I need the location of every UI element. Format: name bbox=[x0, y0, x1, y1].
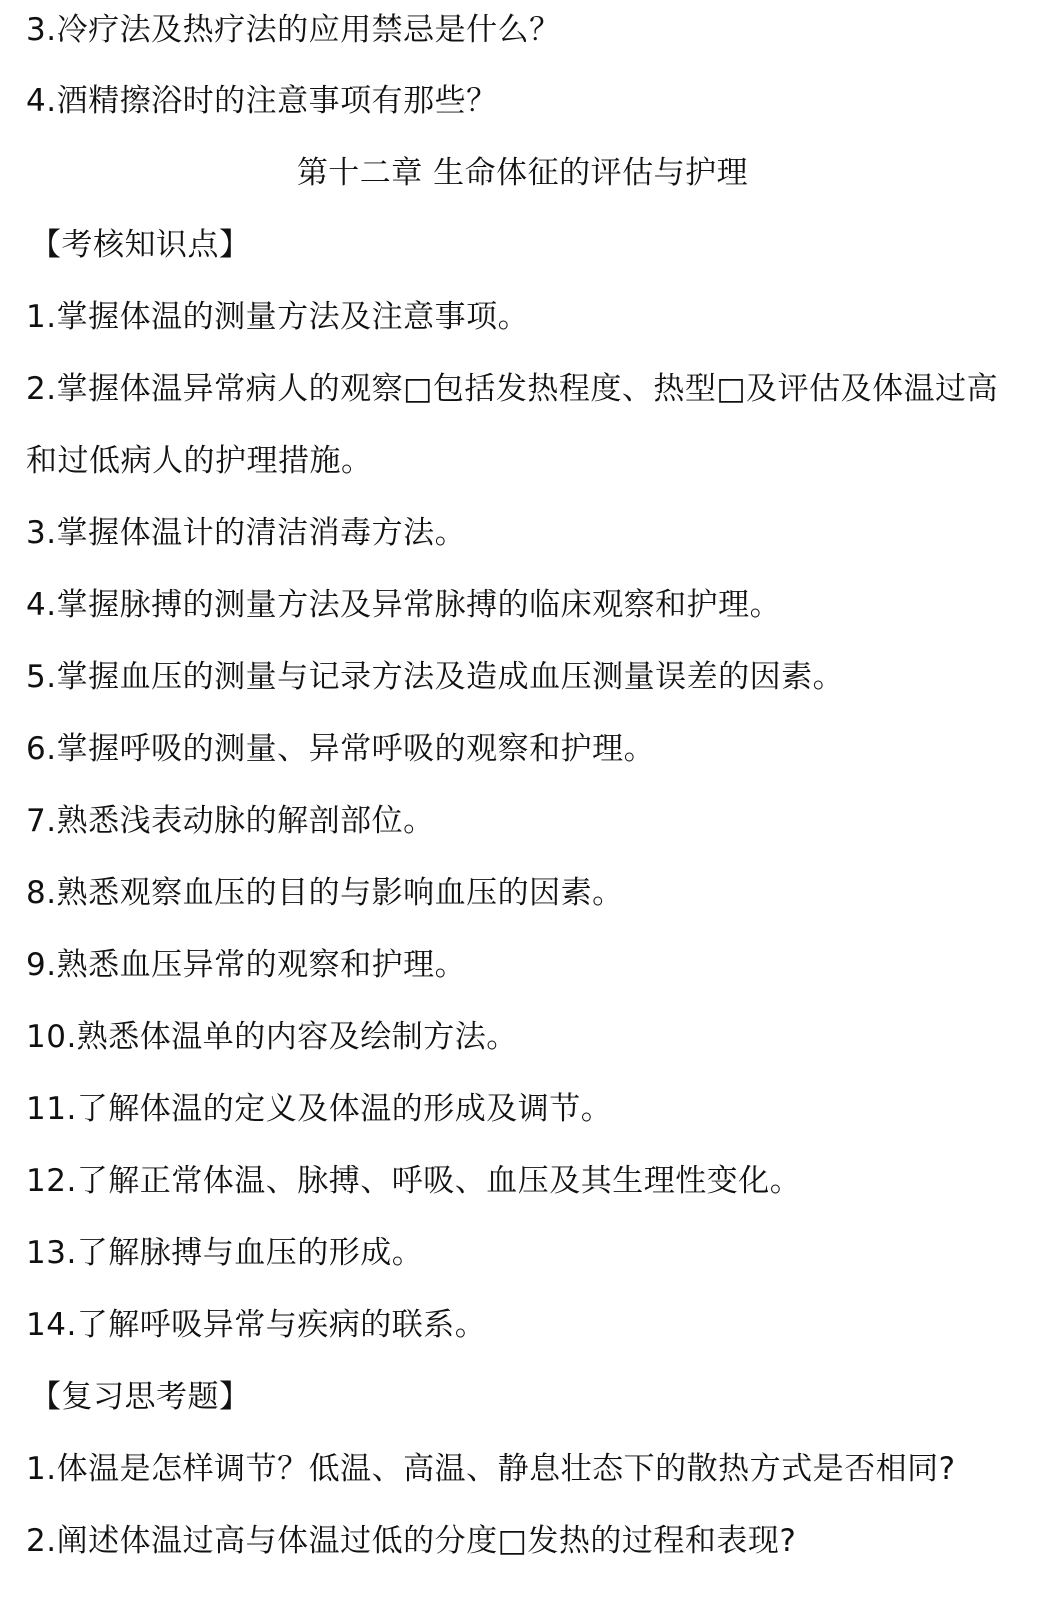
review-question-2: 2.阐述体温过高与体温过低的分度□发热的过程和表现? bbox=[26, 1523, 797, 1559]
knowledge-point-6: 6.掌握呼吸的测量、异常呼吸的观察和护理。 bbox=[26, 731, 656, 767]
previous-question-3: 3.冷疗法及热疗法的应用禁忌是什么？ bbox=[26, 12, 561, 48]
knowledge-point-8: 8.熟悉观察血压的目的与影响血压的因素。 bbox=[26, 875, 624, 911]
knowledge-point-14: 14.了解呼吸异常与疾病的联系。 bbox=[26, 1307, 487, 1343]
knowledge-point-5: 5.掌握血压的测量与记录方法及造成血压测量误差的因素。 bbox=[26, 659, 845, 695]
review-heading: 【复习思考题】 bbox=[30, 1379, 251, 1415]
knowledge-heading: 【考核知识点】 bbox=[30, 227, 251, 263]
knowledge-point-9: 9.熟悉血压异常的观察和护理。 bbox=[26, 947, 467, 983]
knowledge-point-10: 10.熟悉体温单的内容及绘制方法。 bbox=[26, 1019, 518, 1055]
review-question-1: 1.体温是怎样调节？低温、高温、静息壮态下的散热方式是否相同? bbox=[26, 1451, 956, 1487]
previous-question-4: 4.酒精擦浴时的注意事项有那些？ bbox=[26, 83, 498, 119]
knowledge-point-3: 3.掌握体温计的清洁消毒方法。 bbox=[26, 515, 467, 551]
knowledge-point-7: 7.熟悉浅表动脉的解剖部位。 bbox=[26, 803, 435, 839]
knowledge-point-13: 13.了解脉搏与血压的形成。 bbox=[26, 1235, 424, 1271]
knowledge-point-12: 12.了解正常体温、脉搏、呼吸、血压及其生理性变化。 bbox=[26, 1163, 802, 1199]
knowledge-point-1: 1.掌握体温的测量方法及注意事项。 bbox=[26, 299, 530, 335]
chapter-title: 第十二章 生命体征的评估与护理 bbox=[296, 155, 749, 191]
knowledge-point-2: 2.掌握体温异常病人的观察□包括发热程度、热型□及评估及体温过高和过低病人的护理措施。 bbox=[26, 371, 999, 479]
knowledge-point-4: 4.掌握脉搏的测量方法及异常脉搏的临床观察和护理。 bbox=[26, 587, 782, 623]
knowledge-point-11: 11.了解体温的定义及体温的形成及调节。 bbox=[26, 1091, 613, 1127]
